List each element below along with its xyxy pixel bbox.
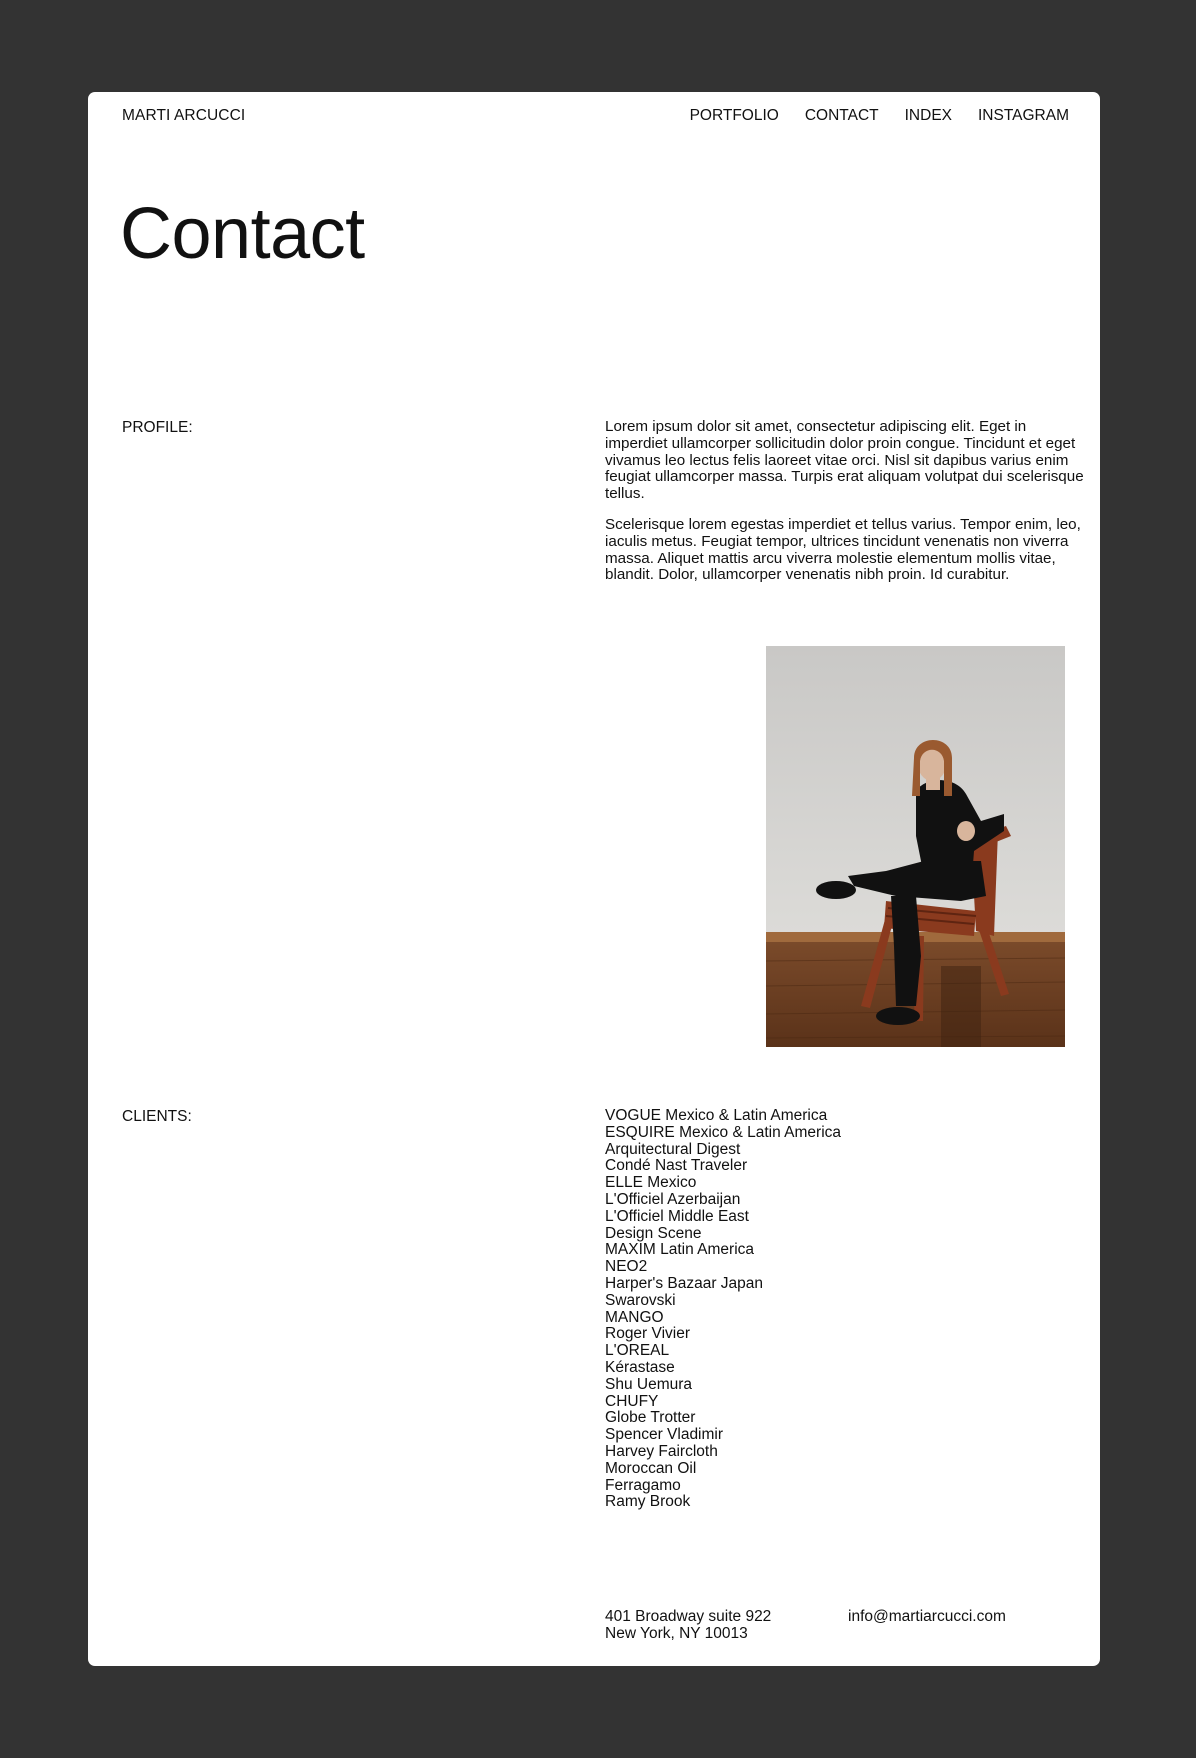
client-item: Ferragamo xyxy=(605,1476,681,1494)
client-item: CHUFY xyxy=(605,1392,659,1410)
footer-address xyxy=(605,1609,771,1643)
client-item: Harvey Faircloth xyxy=(605,1442,718,1460)
nav-contact[interactable]: CONTACT xyxy=(804,107,879,124)
client-item: Harper's Bazaar Japan xyxy=(605,1274,764,1292)
portrait-photo xyxy=(766,646,1065,1047)
nav-index[interactable]: INDEX xyxy=(904,107,952,124)
nav-portfolio[interactable]: PORTFOLIO xyxy=(689,107,779,124)
client-item: Condé Nast Traveler xyxy=(605,1157,748,1175)
client-item: ESQUIRE Mexico & Latin America xyxy=(605,1123,842,1141)
client-item: L'Officiel Middle East xyxy=(605,1207,749,1225)
address-line: New York, NY 10013 xyxy=(605,1624,748,1642)
nav-instagram[interactable]: INSTAGRAM xyxy=(978,107,1069,124)
client-item: L'OREAL xyxy=(605,1342,670,1360)
client-item: ELLE Mexico xyxy=(605,1174,697,1192)
client-item: Shu Uemura xyxy=(605,1375,693,1393)
client-item: Design Scene xyxy=(605,1224,702,1242)
profile-paragraph: Scelerisque lorem egestas imperdiet et tellus varius. Tempor enim, leo, iaculis metus. Feugiat tempor, ultrices tincidunt venenatis non viverra massa. Aliquet mattis arcu viverra molestie elementum mollis vitae, blandit. Dolor, ullamcorper venenatis nibh proin. Id curabitur. xyxy=(605,515,1081,584)
client-item: Ramy Brook xyxy=(605,1493,691,1511)
client-item: Swarovski xyxy=(605,1291,676,1309)
main-nav xyxy=(690,107,1069,125)
clients-label: CLIENTS: xyxy=(122,1108,192,1125)
page-title: Contact xyxy=(120,194,365,274)
client-item: MAXIM Latin America xyxy=(605,1241,755,1259)
page-card xyxy=(88,92,1100,1666)
email-link[interactable]: info@martiarcucci.com xyxy=(848,1608,1006,1625)
address-line: 401 Broadway suite 922 xyxy=(605,1608,772,1625)
client-item: Kérastase xyxy=(605,1358,675,1376)
clients-list xyxy=(605,1108,1085,1511)
client-item: NEO2 xyxy=(605,1258,648,1276)
client-item: Spencer Vladimir xyxy=(605,1426,724,1444)
client-item: Roger Vivier xyxy=(605,1325,691,1343)
client-item: MANGO xyxy=(605,1308,664,1326)
client-item: L'Officiel Azerbaijan xyxy=(605,1190,741,1208)
client-item: Arquitectural Digest xyxy=(605,1140,741,1158)
client-item: Globe Trotter xyxy=(605,1409,696,1427)
client-item: Moroccan Oil xyxy=(605,1459,697,1477)
client-item: VOGUE Mexico & Latin America xyxy=(605,1107,828,1124)
profile-label: PROFILE: xyxy=(122,419,193,436)
profile-text xyxy=(605,419,1085,598)
profile-paragraph: Lorem ipsum dolor sit amet, consectetur adipiscing elit. Eget in imperdiet ullamcorper sollicitudin dolor proin congue. Tincidunt et eget vivamus leo lectus felis laoreet vitae orci. Nisl sit dapibus varius enim feugiat ullamcorper massa. Turpis erat aliquam volutpat dui scelerisque tellus. xyxy=(605,418,1084,503)
brand-logo[interactable]: MARTI ARCUCCI xyxy=(122,107,246,124)
